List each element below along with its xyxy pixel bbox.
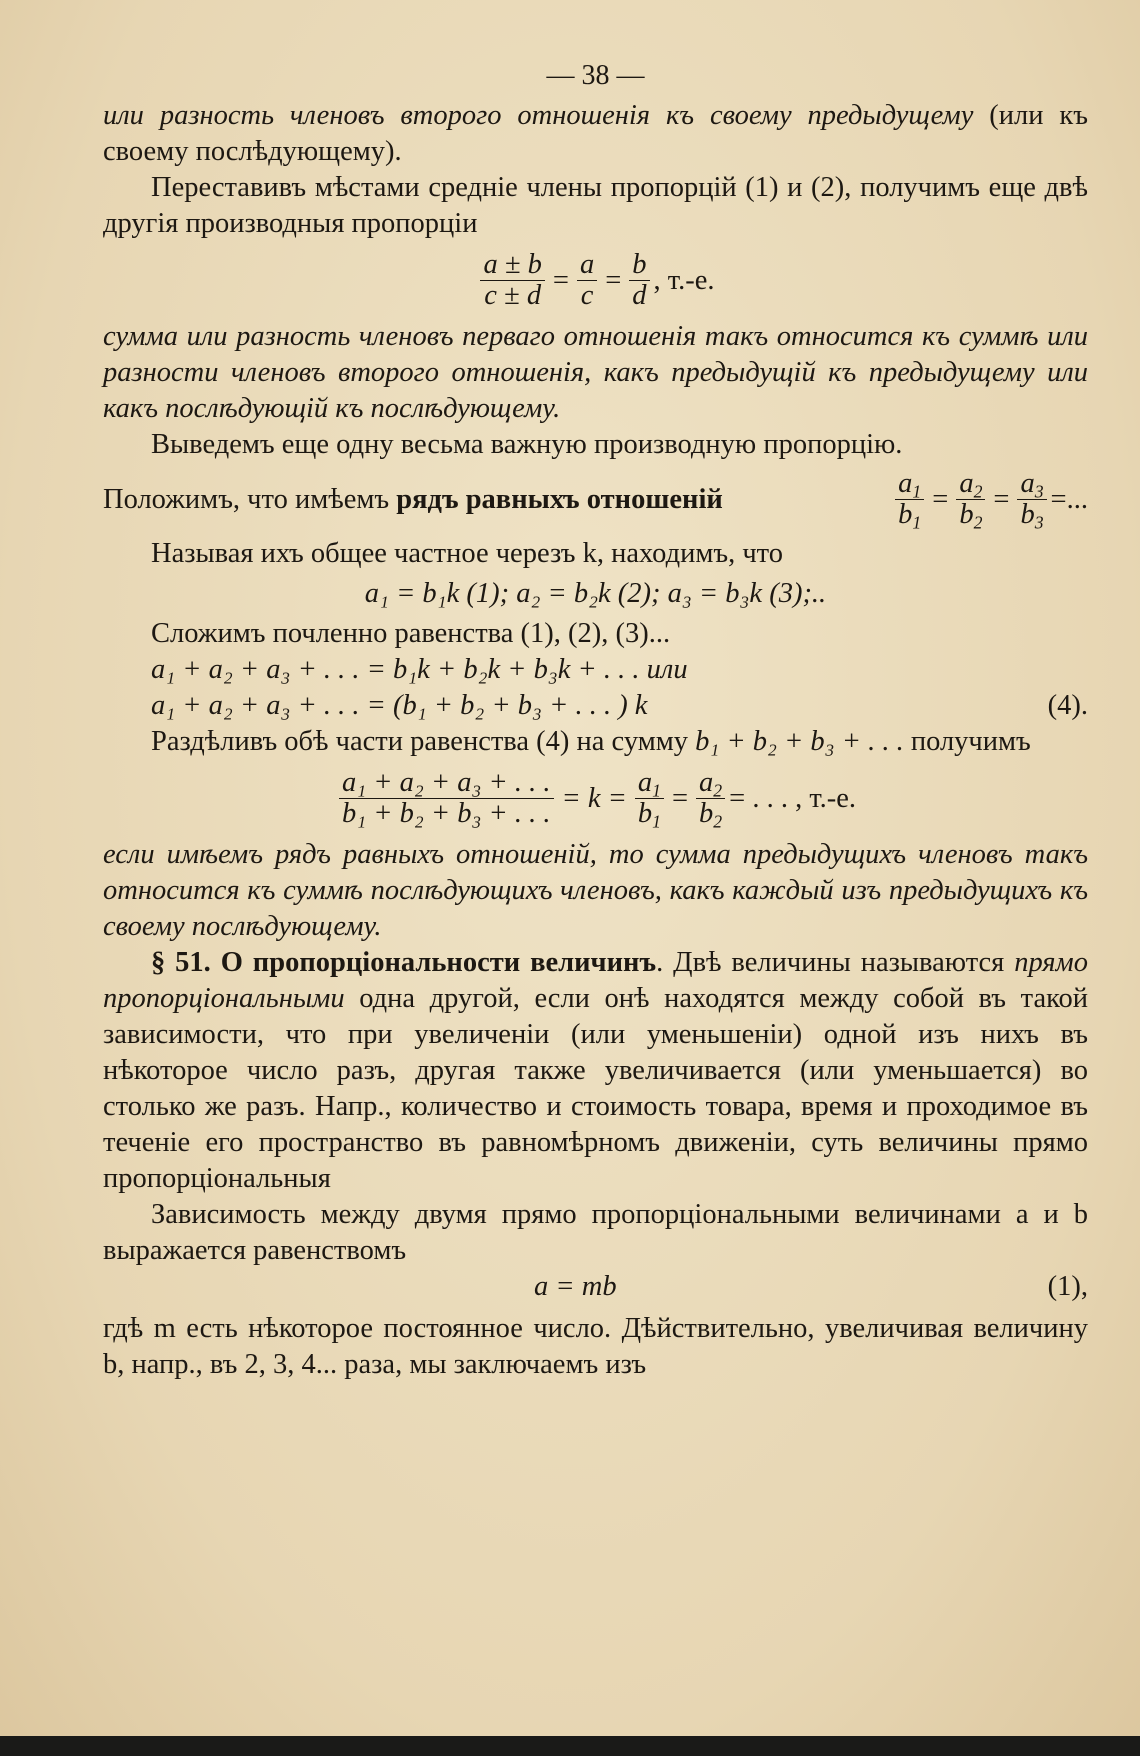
paragraph-4: Выведемъ еще одну весьма важную производную пропорцію.: [151, 429, 903, 460]
paragraph-11: Зависимость между двумя прямо пропорціональными величинами a и b выражается равенствомъ: [103, 1199, 1088, 1266]
fraction: [577, 250, 597, 311]
paragraph-5: Положимъ, что имѣемъ рядъ равныхъ отношеній $\frac{a_1}{b_1}$ = $\frac{a_2}{b_2}$ = $\frac{a_3}{b_3}$ =...: [103, 468, 1088, 533]
math-inline: b₁ + b₂ + b₃ + . . .: [695, 726, 904, 757]
text: . Двѣ величины называются: [656, 947, 1005, 978]
text: одна другой, если онѣ находятся между собой въ такой зависимости, что при увеличеніи (или уменьшеніи) одной изъ нихъ въ нѣкоторое число разъ, другая также увеличивается (или уменьшается) во столько же разъ. Напр., количество и стоимость товара, время и проходимое въ теченіе его пространство въ равномѣрномъ движеніи, суть величины прямо пропорціональныя: [103, 983, 1088, 1194]
equation-3: a₁ + a₂ + a₃ + . . . = (b₁ + b₂ + b₃ + . . . ) k: [151, 690, 648, 721]
equation-2: a₁ + a₂ + a₃ + . . . = b₁k + b₂k + b₃k + . . . или: [151, 654, 688, 685]
scan-edge: [0, 1736, 1140, 1756]
italic-text: или разность членовъ второго отношенія къ своему предыдущему: [103, 100, 974, 131]
page-content: [103, 58, 1088, 1383]
formula-sum-ratio: $\frac{\text{a₁ + a₂ + a₃ + . . .}}{\text{b₁ + b₂ + b₃ + . . .}}$ = k = $\frac{a_1}{b_1}$ = $\frac{a_2}{b_2}$ = . . . , т.-е.: [103, 768, 1088, 829]
text: получимъ: [910, 726, 1031, 757]
fraction: [629, 250, 649, 311]
numerator: b: [629, 250, 649, 281]
paragraph-6: Называя ихъ общее частное черезъ k, находимъ, что: [151, 538, 784, 569]
equation-number: (1),: [1047, 1271, 1088, 1302]
page-number: — 38 —: [546, 60, 645, 91]
denominator: c: [580, 280, 594, 311]
paragraph-12: гдѣ m есть нѣкоторое постоянное число. Дѣйствительно, увеличивая величину b, напр., въ 2, 3, 4... раза, мы заключаемъ изъ: [103, 1313, 1088, 1380]
italic-text: прямо пропорціональными: [103, 947, 1088, 1014]
equation-1: a₁ = b₁k (1); a₂ = b₂k (2); a₃ = b₃k (3);..: [364, 578, 827, 609]
fraction: [339, 768, 554, 829]
paragraph-1: [103, 98, 1088, 170]
bold-text: рядъ равныхъ отношеній: [396, 483, 723, 515]
fraction: [480, 250, 544, 311]
formula-tail: =...: [1050, 483, 1088, 515]
paragraph-3: сумма или разность членовъ перваго отношенія такъ относится къ суммѣ или разности членовъ второго отношенія, какъ предыдущій къ предыдущему или какъ послѣдующій къ послѣдующему.: [103, 321, 1088, 424]
text: Раздѣливъ обѣ части равенства (4) на сумму: [151, 726, 689, 757]
formula-tail: , т.-е.: [653, 264, 715, 296]
formula-middle: = k =: [561, 782, 627, 814]
denominator: c ± d: [484, 280, 542, 311]
formula-derived-proportion: $\frac{a \pm b}{c \pm d}$ = $\frac{a}{c}$ = $\frac{b}{d}$ , т.-е.: [103, 250, 1088, 311]
equation-3-row: [103, 688, 1088, 724]
paragraph-2: Переставивъ мѣстами средніе члены пропорцій (1) и (2), получимъ еще двѣ другія производныя пропорціи: [103, 172, 1088, 239]
formula-tail: = . . . , т.-е.: [729, 782, 857, 814]
numerator: a: [577, 250, 597, 281]
equation-4: a = mb: [534, 1271, 617, 1302]
text: Положимъ, что имѣемъ: [103, 483, 390, 515]
text: (или къ своему послѣдующему).: [103, 100, 1088, 167]
paragraph-10: [103, 945, 1088, 1197]
equation-number: (4).: [1047, 690, 1088, 721]
numerator: a₁ + a₂ + a₃ + . . .: [339, 768, 554, 799]
denominator: d: [632, 280, 647, 311]
equation-4-row: [103, 1269, 1088, 1305]
section-heading: § 51. О пропорціональности величинъ: [151, 947, 657, 978]
paragraph-9: если имѣемъ рядъ равныхъ отношеній, то сумма предыдущихъ членовъ такъ относится къ суммѣ послѣдующихъ членовъ, какъ каждый изъ предыдущихъ къ своему послѣдующему.: [103, 839, 1088, 942]
paragraph-8: [103, 724, 1088, 760]
paragraph-7: Сложимъ почленно равенства (1), (2), (3)...: [151, 618, 671, 649]
numerator: a ± b: [480, 250, 544, 281]
denominator: b₁ + b₂ + b₃ + . . .: [341, 798, 551, 829]
